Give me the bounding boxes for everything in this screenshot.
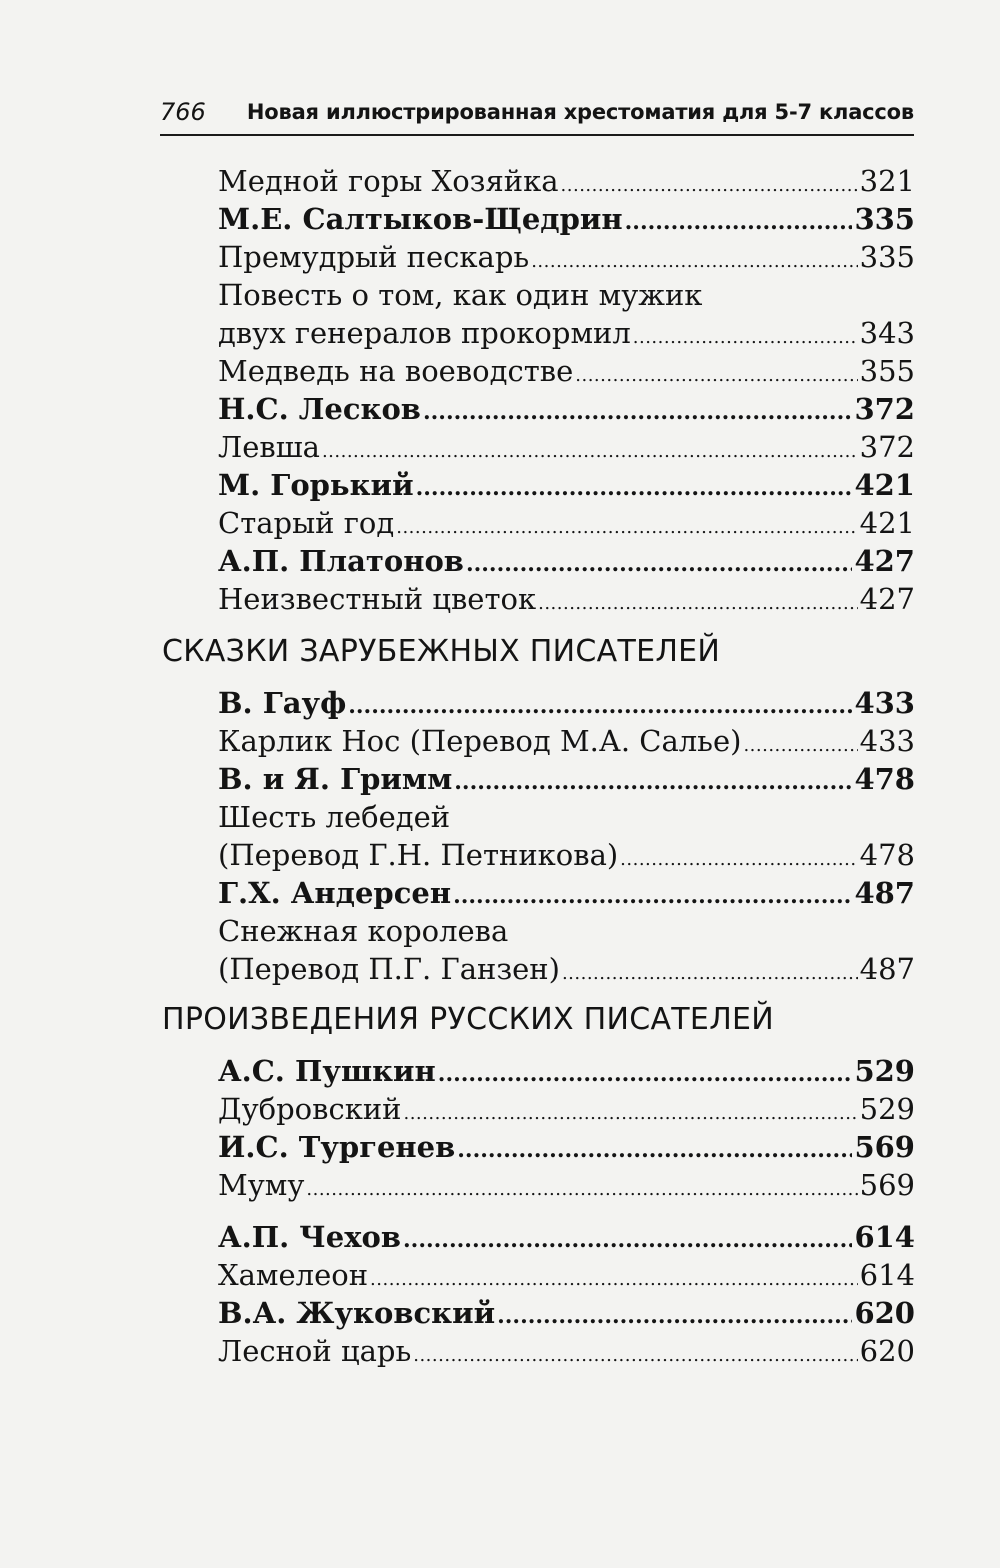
toc-author-name: И.С. Тургенев [218,1130,456,1164]
dot-leader [531,251,857,272]
toc-entry [218,838,915,876]
dot-leader [457,1137,852,1163]
toc-entry [218,430,915,468]
toc-entry-title-line: Повесть о том, как один мужик [218,278,703,312]
dot-leader [438,1061,853,1087]
toc-entry [218,724,915,762]
toc-entry-page: 529 [854,1054,915,1088]
dot-leader [466,551,853,577]
toc-author-name: В.А. Жуковский [218,1296,496,1330]
toc-entry-title: Медной горы Хозяйка [218,164,559,198]
toc-entry-page: 569 [854,1130,915,1164]
toc-author-entry [218,1220,915,1258]
dot-leader [620,849,857,870]
toc-author-entry [218,1054,915,1092]
dot-leader [625,209,853,235]
section-heading: ПРОИЗВЕДЕНИЯ РУССКИХ ПИСАТЕЛЕЙ [162,1002,775,1037]
dot-leader [403,1103,857,1124]
dot-leader [453,883,852,909]
toc-author-name: Г.Х. Андерсен [218,876,452,910]
dot-leader [633,327,858,348]
toc-entry-page: 335 [854,202,915,236]
dot-leader [561,175,858,196]
toc-entry-title: Лесной царь [218,1334,412,1368]
toc-entry-page: 421 [859,506,915,540]
toc-entry-title: двух генералов прокормил [218,316,631,350]
toc-entry-page: 614 [859,1258,915,1292]
toc-entry-title: Премудрый пескарь [218,240,530,274]
toc-author-entry [218,392,915,430]
dot-leader [306,1179,857,1200]
dot-leader [416,475,853,501]
toc-entry-page: 620 [854,1296,915,1330]
toc-author-entry [218,876,915,914]
toc-entry [218,952,915,990]
toc-entry-page: 355 [859,354,915,388]
toc-entry-title: (Перевод Г.Н. Петникова) [218,838,619,872]
dot-leader [370,1269,858,1290]
toc-entry-title: Муму [218,1168,305,1202]
toc-entry-page: 427 [859,582,915,616]
toc-entry-page: 478 [854,762,915,796]
toc-entry-title: Старый год [218,506,395,540]
toc-author-name: В. Гауф [218,686,347,720]
toc-author-name: А.П. Чехов [218,1220,402,1254]
toc-entry-page: 421 [854,468,915,502]
toc-entry-page: 372 [859,430,915,464]
toc-author-name: А.С. Пушкин [218,1054,436,1088]
toc-entry-title: Неизвестный цветок [218,582,537,616]
toc-entry-page: 620 [859,1334,915,1368]
toc-entry-page: 321 [859,164,915,198]
dot-leader [396,517,857,538]
toc-entry [218,1092,915,1130]
toc-entry [218,316,915,354]
toc-entry [218,1168,915,1206]
toc-entry-page: 569 [859,1168,915,1202]
toc-entry [218,582,915,620]
dot-leader [743,735,857,756]
toc-entry-title: (Перевод П.Г. Ганзен) [218,952,560,986]
dot-leader [497,1303,852,1329]
toc-author-entry [218,1130,915,1168]
dot-leader [403,1227,852,1253]
toc-author-entry [218,686,915,724]
dot-leader [575,365,857,386]
toc-author-entry [218,1296,915,1334]
toc-entry-page: 529 [859,1092,915,1126]
toc-entry-title: Медведь на воеводстве [218,354,574,388]
toc-entry-page: 343 [859,316,915,350]
toc-author-name: М. Горький [218,468,414,502]
dot-leader [454,769,852,795]
toc-author-name: А.П. Платонов [218,544,464,578]
toc-author-entry [218,762,915,800]
dot-leader [348,693,852,719]
toc-entry-title: Хамелеон [218,1258,369,1292]
toc-entry [218,164,915,202]
dot-leader [322,441,858,462]
toc-entry-page: 433 [854,686,915,720]
toc-entry-title: Левша [218,430,320,464]
toc-author-entry [218,468,915,506]
toc-entry-title: Дубровский [218,1092,402,1126]
toc-entry [218,354,915,392]
toc-entry [218,506,915,544]
toc-author-entry [218,202,915,240]
page-number: 766 [160,98,206,126]
dot-leader [423,399,852,425]
toc-author-name: В. и Я. Гримм [218,762,453,796]
toc-author-name: М.Е. Салтыков-Щедрин [218,202,623,236]
toc-author-name: Н.С. Лесков [218,392,421,426]
toc-entry-page: 487 [859,952,915,986]
toc-entry-page: 478 [859,838,915,872]
toc-entry-page: 487 [854,876,915,910]
toc-entry-title-line: Шесть лебедей [218,800,451,834]
book-title: Новая иллюстрированная хрестоматия для 5-7 классов [246,100,914,124]
toc-entry-page: 372 [854,392,915,426]
toc-entry-page: 433 [859,724,915,758]
toc-entry [218,1334,915,1372]
toc-entry [218,1258,915,1296]
toc-entry-title: Карлик Нос (Перевод М.А. Салье) [218,724,742,758]
toc-entry [218,240,915,278]
dot-leader [413,1345,857,1366]
dot-leader [562,963,858,984]
toc-entry-page: 335 [859,240,915,274]
section-heading: СКАЗКИ ЗАРУБЕЖНЫХ ПИСАТЕЛЕЙ [162,634,721,669]
toc-entry-title-line: Снежная королева [218,914,509,948]
toc-entry-page: 427 [854,544,915,578]
toc-entry-page: 614 [854,1220,915,1254]
dot-leader [538,593,858,614]
toc-author-entry [218,544,915,582]
